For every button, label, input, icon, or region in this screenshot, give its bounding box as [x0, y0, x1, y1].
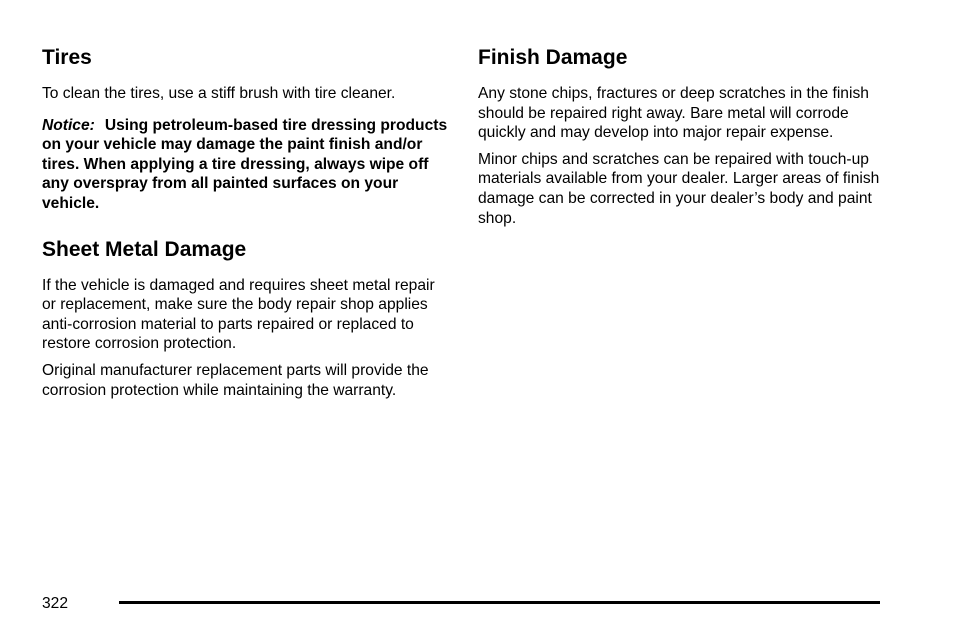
- sheet-metal-paragraph-2: Original manufacturer replacement parts will provide the corrosion protection while maintaining the warranty.: [42, 361, 429, 399]
- sheet-metal-paragraph-1: If the vehicle is damaged and requires sheet metal repair or replacement, make sure the body repair shop applies anti-corrosion material to parts repaired or replaced to restore corrosion protection.: [42, 276, 435, 353]
- notice-label: Notice:: [42, 116, 95, 134]
- sheet-metal-heading: Sheet Metal Damage: [42, 237, 247, 261]
- finish-damage-paragraph-2: Minor chips and scratches can be repaired with touch-up materials available from your dealer. Larger areas of finish damage can be corrected in your dealer’s body and paint shop.: [478, 150, 880, 227]
- page-footer: [42, 592, 880, 616]
- sheet-metal-section: [42, 236, 452, 401]
- tires-body: To clean the tires, use a stiff brush with tire cleaner.: [42, 85, 396, 102]
- right-column: [478, 44, 888, 235]
- finish-damage-heading: Finish Damage: [478, 46, 628, 69]
- left-column: [42, 44, 452, 407]
- footer-rule: [119, 601, 880, 604]
- finish-damage-section: [478, 44, 888, 228]
- tires-heading: Tires: [42, 46, 92, 69]
- notice-text: Using petroleum-based tire dressing products on your vehicle may damage the paint finish and/or tires. When applying a tire dressing, always wipe off any overspray from all painted surfaces on your vehicle.: [42, 116, 448, 212]
- tires-section: [42, 44, 452, 214]
- page-number: 322: [42, 595, 69, 612]
- tires-notice: [42, 116, 452, 214]
- finish-damage-paragraph-1: Any stone chips, fractures or deep scratches in the finish should be repaired right away. Bare metal will corrode quickly and may develop into major repair expense.: [478, 85, 869, 142]
